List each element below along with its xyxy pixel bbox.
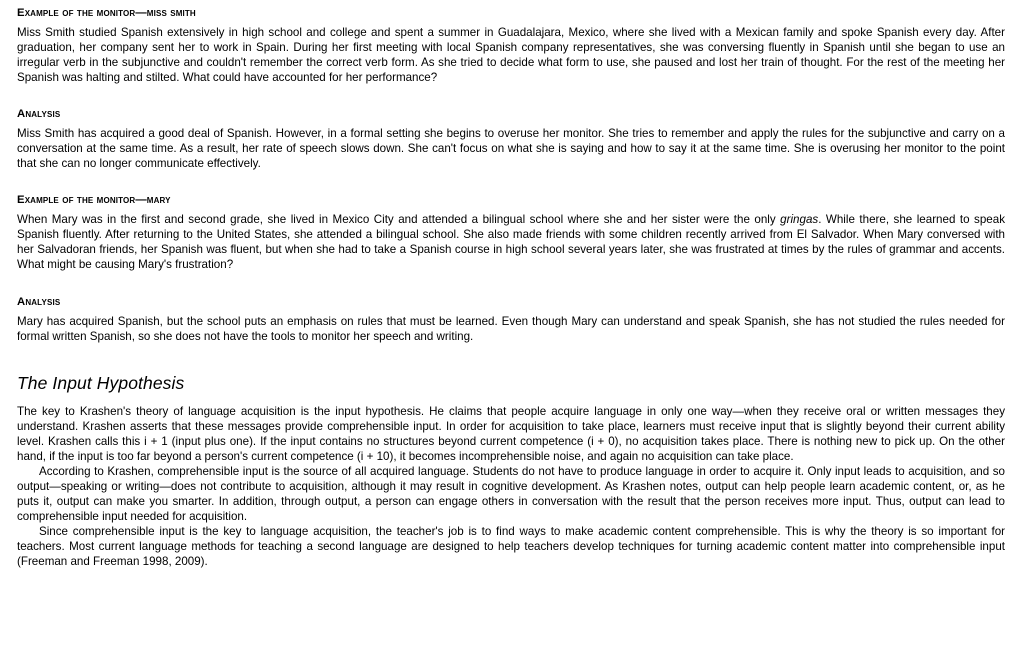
paragraph-analysis-miss-smith: Miss Smith has acquired a good deal of Spanish. However, in a formal setting she begins to overuse her monitor. She tries to remember and apply the rules for the subjunctive and carry on a conversation at the same time. As a result, her rate of speech slows down. She can't focus on what she is saying and how to say it at the same time. She is overusing her monitor to the point that she can no longer communicate effectively. xyxy=(17,127,1005,171)
spacer xyxy=(17,273,1005,295)
paragraph-mary-example xyxy=(17,212,1005,272)
paragraph-miss-smith-example: Miss Smith studied Spanish extensively in high school and college and spent a summer in Guadalajara, Mexico, where she lived with a Mexican family and spoke Spanish every day. After graduation, her company sent her to work in Spain. During her first meeting with local Spanish company representatives, she was conversing fluently in Spanish until she began to use an irregular verb in the subjunctive and couldn't remember the correct verb form. As she tried to decide what form to use, she paused and lost her train of thought. For the rest of the meeting her Spanish was halting and stilted. What could have accounted for her performance? xyxy=(17,26,1005,85)
heading-example-monitor-mary: Example of the monitor—mary xyxy=(17,194,171,207)
section-analysis-mary xyxy=(17,295,1005,344)
section-example-miss-smith xyxy=(17,6,1005,85)
section-title-input-hypothesis: The Input Hypothesis xyxy=(17,372,185,393)
section-example-mary xyxy=(17,193,1005,272)
section-analysis-miss-smith xyxy=(17,107,1005,171)
paragraph-mary-part2: . While there, she learned to speak Spanish fluently. After returning to the United States, she attended a bilingual school. She also made friends with some children recently arrived from El Salvador. When Mary conversed with her Salvadoran friends, her Spanish was fluent, but when she had to take a Spanish course in high school several years later, she was frustrated at times by the rules of grammar and accents. What might be causing Mary's frustration? xyxy=(17,213,1005,272)
paragraph-input-hypothesis-1: The key to Krashen's theory of language acquisition is the input hypothesis. He claims that people acquire language in only one way—when they receive oral or written messages they understand. Krashen asserts that these messages provide comprehensible input. In order for acquisition to take place, learners must receive input that is slightly beyond their current ability level. Krashen calls this i + 1 (input plus one). If the input contains no structures beyond current competence (i + 0), no acquisition takes place. There is nothing new to pick up. On the other hand, if the input is too far beyond a person's current competence (i + 10), it becomes incomprehensible noise, and again no acquisition can take place. xyxy=(17,404,1005,463)
spacer xyxy=(17,171,1005,193)
document-body xyxy=(17,6,1005,569)
spacer xyxy=(17,344,1005,373)
section-input-hypothesis xyxy=(17,373,1005,570)
heading-analysis-miss-smith: Analysis xyxy=(17,108,61,121)
paragraph-input-hypothesis-3: Since comprehensible input is the key to language acquisition, the teacher's job is to find ways to make academic content comprehensible. This is why the theory is so important for teachers. Most current language methods for teaching a second language are designed to help teachers develop techniques for turning academic content matter into comprehensible input (Freeman and Freeman 1998, 2009). xyxy=(17,524,1005,569)
italic-term-gringas: gringas xyxy=(780,213,819,227)
paragraph-input-hypothesis-2: According to Krashen, comprehensible input is the source of all acquired language. Students do not have to produce language in order to acquire it. Only input leads to acquisition, and so output—speaking or writing—does not contribute to acquisition, although it may result in cognitive development. As Krashen notes, output can help people learn academic content, or, as he puts it, output can make you smarter. In addition, through output, a person can engage others in conversation with the result that the person receives more input. Thus, output can lead to comprehensible input needed for acquisition. xyxy=(17,464,1005,523)
heading-example-monitor-miss-smith: Example of the monitor—miss smith xyxy=(17,7,196,19)
paragraph-analysis-mary: Mary has acquired Spanish, but the school puts an emphasis on rules that must be learned. Even though Mary can understand and speak Spanish, she has not studied the rules needed for formal written Spanish, so she does not have the tools to monitor her speech and writing. xyxy=(17,314,1005,343)
spacer xyxy=(17,85,1005,107)
heading-analysis-mary: Analysis xyxy=(17,295,61,308)
spacer xyxy=(17,394,1005,404)
paragraph-mary-part1: When Mary was in the first and second grade, she lived in Mexico City and attended a bilingual school where she and her sister were the only xyxy=(17,213,781,227)
